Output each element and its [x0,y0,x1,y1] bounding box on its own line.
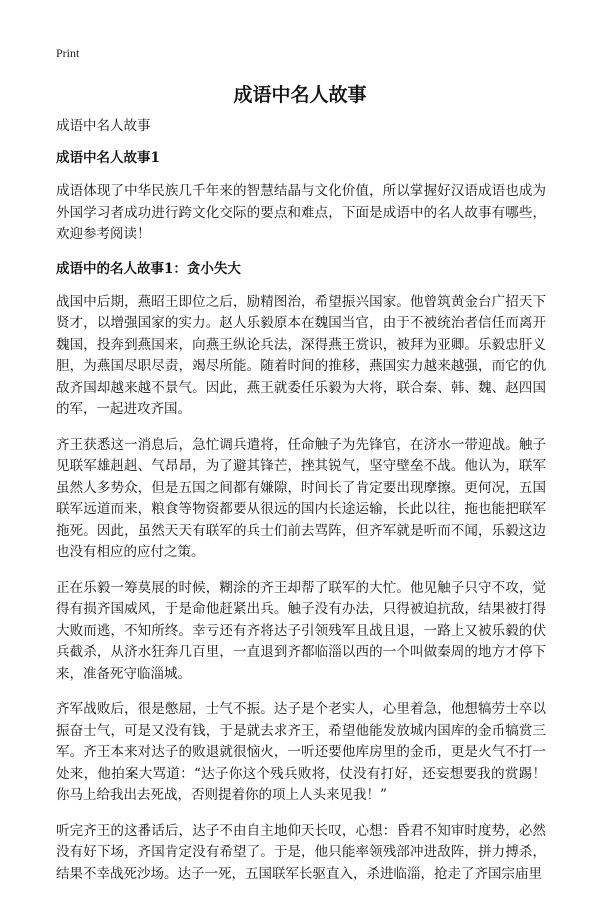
page-title: 成语中名人故事 [233,84,367,106]
story-heading: 成语中的名人故事1：贪小失大 [56,260,241,277]
story-paragraph: 正在乐毅一筹莫展的时候，糊涂的齐王却帮了联军的大忙。他见触子只守不攻，觉得有损齐国威风，于是命他赶紧出兵。触子没有办法，只得被迫抗敌，结果被打得大败而逃，不知所终。幸亏还有齐将达子引领残军且战且退，一路上又被乐毅的伏兵截杀，从济水狂奔几百里，一直退到齐都临淄以西的一个叫做秦周的地方才停下来，准备死守临淄城。 [56,579,546,682]
section-heading: 成语中名人故事1 [56,150,160,166]
intro-paragraph: 成语体现了中华民族几千年来的智慧结晶与文化价值，所以掌握好汉语成语也成为外国学习者成功进行跨文化交际的要点和难点，下面是成语中的名人故事有哪些，欢迎参考阅读！ [56,183,546,242]
print-label: Print [56,46,80,60]
story-paragraph: 齐王获悉这一消息后，急忙调兵遣将，任命触子为先锋官，在济水一带迎战。触子见联军雄赳赳、气昂昂，为了避其锋芒，挫其锐气，坚守壁垒不战。他认为，联军虽然人多势众，但是五国之间都有嫌隙，时间长了肯定要出现摩擦。更何况，五国联军远道而来，粮食等物资都要从很远的国内长途运输，长此以往，拖也能把联军拖死。因此，虽然天天有联军的兵士们前去骂阵，但齐军就是听而不闻，乐毅这边也没有相应的应付之策。 [56,436,546,560]
story-paragraph: 齐军战败后，很是憋屈，士气不振。达子是个老实人，心里着急，他想犒劳士卒以振奋士气，可是又没有钱，于是就去求齐王，希望他能发放城内国库的金币犒赏三军。齐王本来对达子的败退就很恼火，一听还要他库房里的金币，更是火气不打一处来，他拍案大骂道：“达子你这个残兵败将，仗没有打好，还妄想要我的赏踢！你马上给我出去死战，否则提着你的项上人头来见我！” [56,701,546,803]
story-paragraph: 战国中后期，燕昭王即位之后，励精图治，希望振兴国家。他曾筑黄金台广招天下贤才，以增强国家的实力。赵人乐毅原本在魏国当官，由于不被统治者信任而离开魏国，投奔到燕国来，向燕王纵论兵法，深得燕王赏识，被拜为亚卿。乐毅忠肝义胆，为燕国尽职尽责，竭尽所能。随着时间的推移，燕国实力越来越强，而它的仇敌齐国却越来越不景气。因此，燕王就委任乐毅为大将，联合秦、韩、魏、赵四国的军，一起进攻齐国。 [56,293,546,417]
document-subtitle: 成语中名人故事 [56,118,151,134]
document-body [56,117,546,899]
story-paragraph: 听完齐王的这番话后，达子不由自主地仰天长叹，心想：昏君不知审时度势，必然没有好下场，齐国肯定没有希望了。于是，他只能率领残部冲进敌阵，拼力搏杀，结果不幸战死沙场。达子一死，五国联军长驱直入，杀进临淄，抢走了齐国宗庙里 [56,822,546,882]
